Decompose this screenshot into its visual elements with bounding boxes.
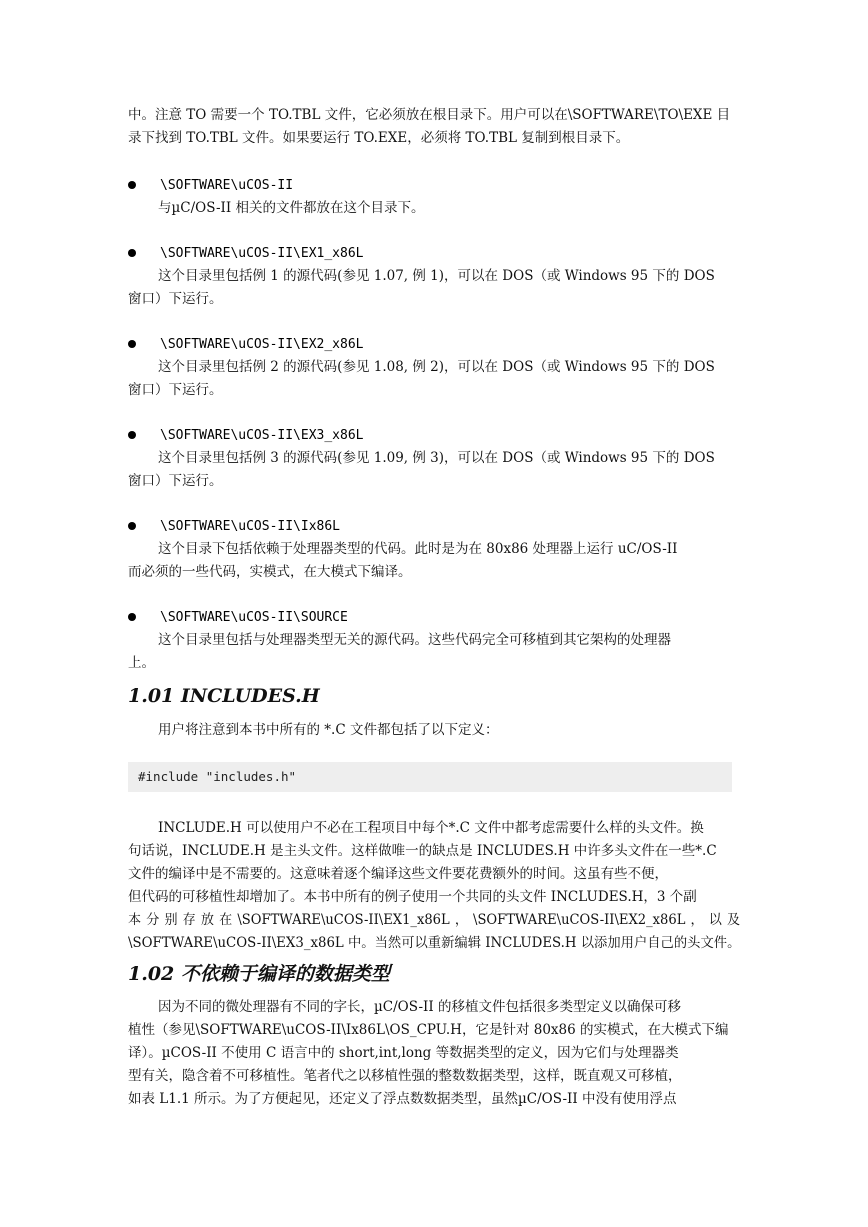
intro-line-2: 录下找到 TO.TBL 文件。如果要运行 TO.EXE，必须将 TO.TBL 复制到根目录下。 [128,130,630,146]
bullet-icon [128,522,136,530]
code-block [128,762,732,792]
directory-description: 这个目录下包括依赖于处理器类型的代码。此时是为在 80x86 处理器上运行 uC/OS-II [158,541,678,557]
directory-path: \SOFTWARE\uCOS-II\EX3_x86L [160,428,364,443]
section-heading-includes: 1.01 INCLUDES.H [128,685,320,707]
directory-description-cont: 窗口）下运行。 [128,291,223,307]
directory-description: 这个目录里包括例 1 的源代码(参见 1.07, 例 1)，可以在 DOS（或 Windows 95 下的 DOS [158,268,715,284]
section2-line-4: 型有关，隐含着不可移植性。笔者代之以移植性强的整数数据类型，这样，既直观又可移植， [128,1068,682,1084]
directory-description-cont: 窗口）下运行。 [128,473,223,489]
bullet-icon [128,181,136,189]
directory-description-cont: 窗口）下运行。 [128,382,223,398]
directory-path: \SOFTWARE\uCOS-II [160,178,294,193]
bullet-icon [128,249,136,257]
intro-line-1: 中。注意 TO 需要一个 TO.TBL 文件，它必须放在根目录下。用户可以在\SOFTWARE\TO\EXE 目 [128,107,731,123]
section2-line-5: 如表 L1.1 所示。为了方便起见，还定义了浮点数数据类型，虽然µC/OS-II 中没有使用浮点 [128,1091,677,1107]
directory-path: \SOFTWARE\uCOS-II\EX1_x86L [160,246,364,261]
directory-description-cont: 上。 [128,655,155,671]
directory-description: 这个目录里包括与处理器类型无关的源代码。这些代码完全可移植到其它架构的处理器 [158,632,671,648]
directory-path: \SOFTWARE\uCOS-II\EX2_x86L [160,337,364,352]
section1-line-1: INCLUDE.H 可以使用户不必在工程项目中每个*.C 文件中都考虑需要什么样的头文件。换 [158,820,704,836]
section1-line-4: 但代码的可移植性却增加了。本书中所有的例子使用一个共同的头文件 INCLUDES.H，3 个副 [128,889,697,905]
section-heading-data-types: 1.02 不依赖于编译的数据类型 [128,963,390,985]
bullet-icon [128,340,136,348]
directory-description: 与µC/OS-II 相关的文件都放在这个目录下。 [158,200,425,216]
directory-path: \SOFTWARE\uCOS-II\Ix86L [160,519,341,534]
directory-path: \SOFTWARE\uCOS-II\SOURCE [160,610,348,625]
section1-intro: 用户将注意到本书中所有的 *.C 文件都包括了以下定义： [158,722,499,738]
section1-line-2: 句话说，INCLUDE.H 是主头文件。这样做唯一的缺点是 INCLUDES.H 中许多头文件在一些*.C [128,843,717,859]
section2-line-3: 译）。µCOS-II 不使用 C 语言中的 short,int,long 等数据类型的定义，因为它们与处理器类 [128,1045,679,1061]
bullet-icon [128,613,136,621]
section1-line-5: 本 分 别 存 放 在 \SOFTWARE\uCOS-II\EX1_x86L ， \SOFTWARE\uCOS-II\EX2_x86L ， 以 及 [128,912,741,928]
section2-line-1: 因为不同的微处理器有不同的字长，µC/OS-II 的移植文件包括很多类型定义以确保可移 [158,999,681,1015]
directory-description: 这个目录里包括例 3 的源代码(参见 1.09, 例 3)，可以在 DOS（或 Windows 95 下的 DOS [158,450,715,466]
bullet-icon [128,431,136,439]
section1-line-6: \SOFTWARE\uCOS-II\EX3_x86L 中。当然可以重新编辑 INCLUDES.H 以添加用户自己的头文件。 [128,935,741,951]
section1-line-3: 文件的编译中是不需要的。这意味着逐个编译这些文件要花费额外的时间。这虽有些不便， [128,866,668,882]
directory-description: 这个目录里包括例 2 的源代码(参见 1.08, 例 2)，可以在 DOS（或 Windows 95 下的 DOS [158,359,715,375]
section2-line-2: 植性（参见\SOFTWARE\uCOS-II\Ix86L\OS_CPU.H，它是针对 80x86 的实模式，在大模式下编 [128,1022,729,1038]
directory-description-cont: 而必须的一些代码，实模式，在大模式下编译。 [128,564,412,580]
code-line: #include "includes.h" [138,769,297,784]
